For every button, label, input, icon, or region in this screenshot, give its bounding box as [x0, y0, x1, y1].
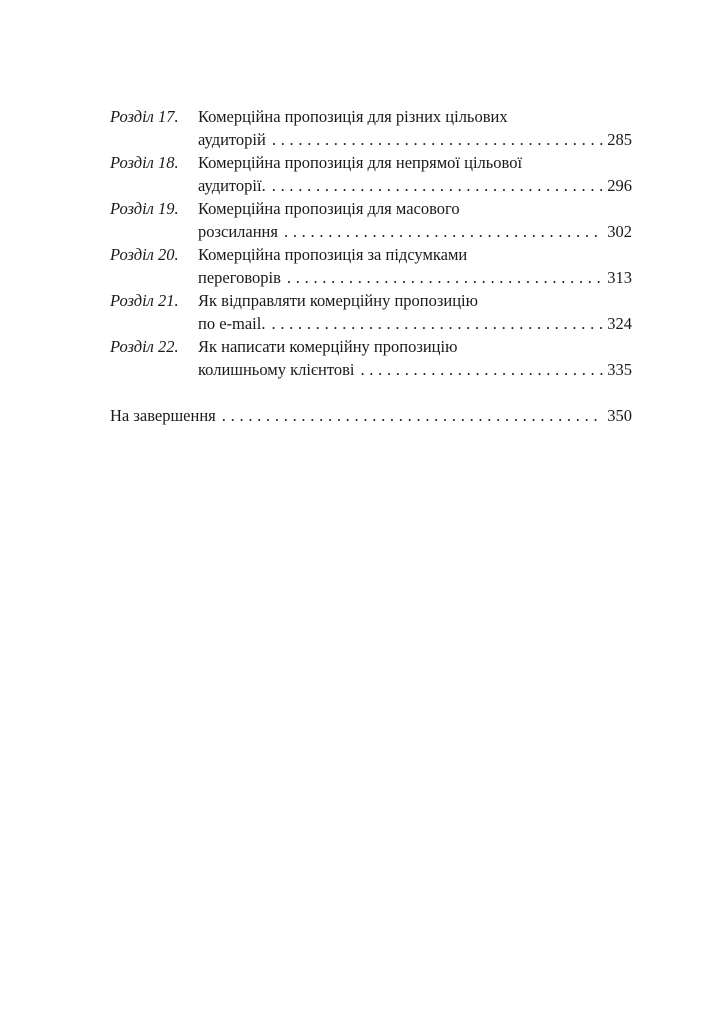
- chapter-label: Розділ 22.: [110, 337, 179, 356]
- entry-body: [198, 243, 632, 289]
- entry-body: [198, 335, 632, 381]
- entry-body: [198, 197, 632, 243]
- toc-entry-conclusion[interactable]: [110, 404, 632, 427]
- entry-leader-line: [198, 266, 632, 289]
- entry-title-line: колишньому клієнтові: [198, 360, 355, 379]
- entry-title-line: Комерційна пропозиція для різних цільових: [198, 107, 508, 126]
- entry-title-line: Як написати комерційну пропозицію: [198, 337, 458, 356]
- dot-leader: [272, 174, 604, 197]
- dot-leader: [272, 128, 603, 151]
- dot-leader: [287, 266, 603, 289]
- dot-leader: [271, 312, 603, 335]
- dot-leader: [360, 358, 603, 381]
- entry-title-line: по e-mail.: [198, 314, 266, 333]
- entry-body: [198, 105, 632, 151]
- toc-entry-chapter-19[interactable]: [110, 197, 632, 243]
- entry-body: [198, 289, 632, 335]
- entry-title-line: переговорів: [198, 268, 281, 287]
- entry-leader-line: [198, 174, 632, 197]
- page-number: 313: [607, 268, 632, 287]
- dot-leader: [222, 404, 603, 427]
- toc-entry-chapter-18[interactable]: [110, 151, 632, 197]
- page-number: 324: [607, 314, 632, 333]
- chapter-label: Розділ 19.: [110, 199, 179, 218]
- entry-title-line: аудиторії.: [198, 176, 266, 195]
- toc-entry-chapter-22[interactable]: [110, 335, 632, 381]
- toc-entry-chapter-21[interactable]: [110, 289, 632, 335]
- page-number: 350: [607, 406, 632, 425]
- toc-entry-chapter-20[interactable]: [110, 243, 632, 289]
- entry-leader-line: [198, 128, 632, 151]
- page-number: 285: [607, 130, 632, 149]
- entry-leader-line: [110, 404, 632, 427]
- entry-title-line: Комерційна пропозиція для непрямої цільової: [198, 153, 523, 172]
- entry-title-line: Комерційна пропозиція для масового: [198, 199, 460, 218]
- dot-leader: [284, 220, 603, 243]
- entry-title-line: Комерційна пропозиція за підсумками: [198, 245, 468, 264]
- entry-body: [198, 151, 632, 197]
- page-number: 296: [607, 176, 632, 195]
- chapter-label: Розділ 21.: [110, 291, 179, 310]
- entry-title-line: розсилання: [198, 222, 278, 241]
- entry-leader-line: [198, 358, 632, 381]
- conclusion-title: На завершення: [110, 406, 216, 425]
- entry-leader-line: [198, 220, 632, 243]
- entry-leader-line: [198, 312, 632, 335]
- table-of-contents: [110, 105, 632, 427]
- page-number: 302: [607, 222, 632, 241]
- section-spacer: [110, 381, 632, 404]
- entry-title-line: аудиторій: [198, 130, 266, 149]
- page-number: 335: [607, 360, 632, 379]
- chapter-label: Розділ 20.: [110, 245, 179, 264]
- chapter-label: Розділ 17.: [110, 107, 179, 126]
- entry-title-line: Як відправляти комерційну пропозицію: [198, 291, 478, 310]
- chapter-label: Розділ 18.: [110, 153, 179, 172]
- toc-entry-chapter-17[interactable]: [110, 105, 632, 151]
